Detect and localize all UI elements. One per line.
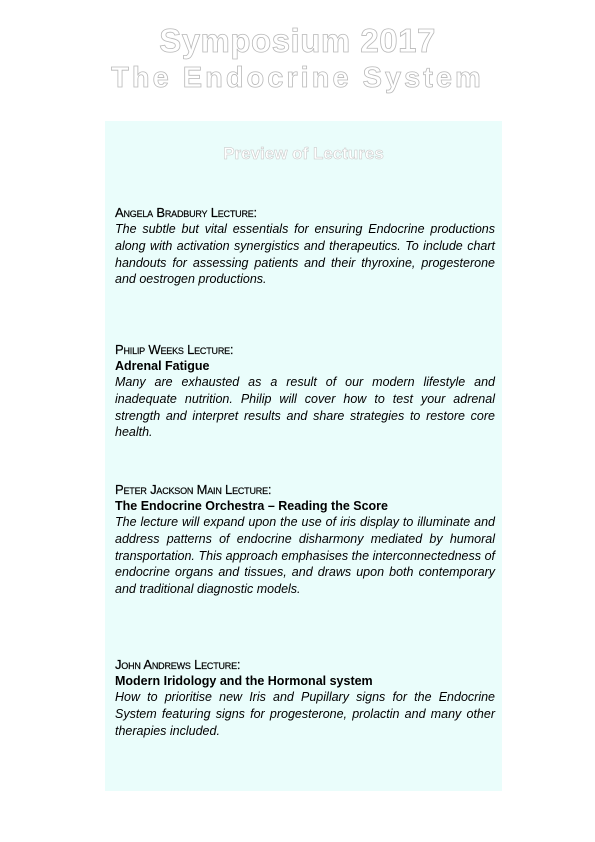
panel-heading: Preview of Lectures bbox=[223, 144, 384, 163]
lecture-description: Many are exhausted as a result of our modern lifestyle and inadequate nutrition. Philip will cover how to test your adrenal strength and interpret results and share strategies to restore core health. bbox=[115, 375, 495, 440]
lecture-subtitle: Modern Iridology and the Hormonal system bbox=[115, 674, 373, 688]
lecture-description: The subtle but vital essentials for ensuring Endocrine productions along with activation synergistics and therapeutics. To include chart handouts for assessing patients and their thyroxine, progesterone and oestrogen productions. bbox=[115, 222, 495, 287]
lecture-philip-weeks bbox=[115, 342, 495, 441]
lecture-subtitle: Adrenal Fatigue bbox=[115, 359, 210, 373]
lecture-title: Peter Jackson Main Lecture: bbox=[115, 482, 272, 497]
lecture-john-andrews bbox=[115, 657, 495, 739]
lectures-panel bbox=[105, 121, 502, 791]
document-title: Symposium 2017 bbox=[159, 22, 436, 59]
lecture-title: John Andrews Lecture: bbox=[115, 657, 241, 672]
lecture-description: How to prioritise new Iris and Pupillary signs for the Endocrine System featuring signs for progesterone, prolactin and many other therapies included. bbox=[115, 690, 495, 738]
lecture-description: The lecture will expand upon the use of iris display to illuminate and address patterns of endocrine disharmony mediated by humoral transportation. This approach emphasises the interconnectedness of endocrine organs and tissues, and draws upon both contemporary and traditional diagnostic models. bbox=[115, 515, 495, 597]
lecture-angela-bradbury bbox=[115, 205, 495, 288]
lecture-title: Angela Bradbury Lecture: bbox=[115, 205, 257, 220]
lecture-title: Philip Weeks Lecture: bbox=[115, 342, 234, 357]
lecture-subtitle: The Endocrine Orchestra – Reading the Score bbox=[115, 499, 388, 513]
document-subtitle: The Endocrine System bbox=[111, 62, 484, 94]
lecture-peter-jackson bbox=[115, 482, 495, 598]
